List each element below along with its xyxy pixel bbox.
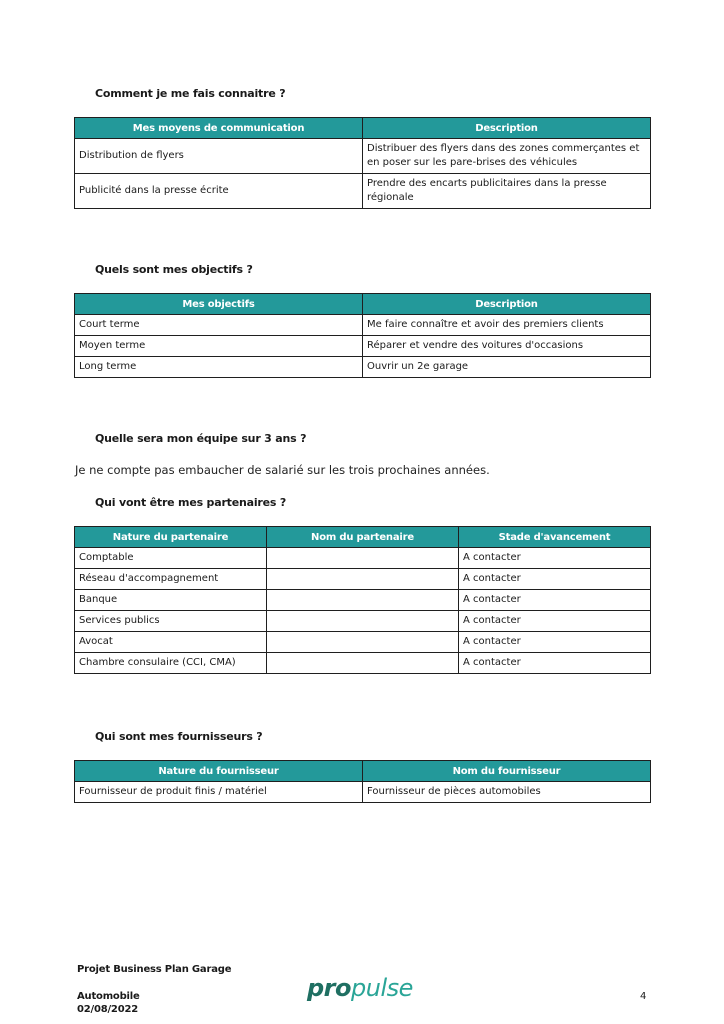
table-cell: Avocat (75, 632, 267, 653)
footer-date: 02/08/2022 (77, 1004, 138, 1015)
table-row (75, 782, 651, 803)
table-cell (267, 590, 459, 611)
column-header: Nom du partenaire (267, 527, 459, 548)
propulse-logo (307, 974, 413, 1002)
table-cell (267, 569, 459, 590)
table-row (75, 315, 651, 336)
footer-project-subtitle: Automobile (77, 991, 140, 1002)
table-cell: Me faire connaître et avoir des premiers clients (363, 315, 651, 336)
partners-table (74, 526, 651, 674)
table-cell (267, 632, 459, 653)
table-cell: Services publics (75, 611, 267, 632)
team-paragraph: Je ne compte pas embaucher de salarié sur les trois prochaines années. (75, 463, 490, 477)
table-cell: Court terme (75, 315, 363, 336)
table-cell: Réparer et vendre des voitures d'occasions (363, 336, 651, 357)
table-cell: A contacter (459, 590, 651, 611)
table-header-row (75, 527, 651, 548)
column-header: Mes objectifs (75, 294, 363, 315)
table-cell (267, 548, 459, 569)
footer-project-title: Projet Business Plan Garage (77, 964, 232, 975)
column-header: Description (363, 118, 651, 139)
table-cell: Moyen terme (75, 336, 363, 357)
column-header: Nature du fournisseur (75, 761, 363, 782)
page-number: 4 (640, 991, 647, 1002)
table-row (75, 548, 651, 569)
table-cell: Chambre consulaire (CCI, CMA) (75, 653, 267, 674)
table-cell: A contacter (459, 653, 651, 674)
table-cell: Comptable (75, 548, 267, 569)
section-title-partners: Qui vont être mes partenaires ? (95, 496, 287, 509)
column-header: Description (363, 294, 651, 315)
table-cell: A contacter (459, 632, 651, 653)
table-cell: Fournisseur de produit finis / matériel (75, 782, 363, 803)
logo-part-pulse: pulse (351, 974, 413, 1002)
table-header-row (75, 118, 651, 139)
table-cell: A contacter (459, 548, 651, 569)
section-title-objectives: Quels sont mes objectifs ? (95, 263, 253, 276)
section-title-team: Quelle sera mon équipe sur 3 ans ? (95, 432, 307, 445)
table-row (75, 174, 651, 209)
table-cell: Fournisseur de pièces automobiles (363, 782, 651, 803)
suppliers-table (74, 760, 651, 803)
communication-table (74, 117, 651, 209)
section-title-suppliers: Qui sont mes fournisseurs ? (95, 730, 263, 743)
objectives-table (74, 293, 651, 378)
column-header: Nature du partenaire (75, 527, 267, 548)
table-cell: Banque (75, 590, 267, 611)
column-header: Nom du fournisseur (363, 761, 651, 782)
table-cell (267, 611, 459, 632)
column-header: Mes moyens de communication (75, 118, 363, 139)
table-row (75, 569, 651, 590)
table-row (75, 653, 651, 674)
table-cell: A contacter (459, 569, 651, 590)
table-header-row (75, 294, 651, 315)
table-row (75, 611, 651, 632)
table-cell: Long terme (75, 357, 363, 378)
logo-part-pro: pro (307, 974, 352, 1002)
table-cell: Ouvrir un 2e garage (363, 357, 651, 378)
table-row (75, 357, 651, 378)
table-row (75, 590, 651, 611)
section-title-communication: Comment je me fais connaitre ? (95, 87, 286, 100)
table-row (75, 632, 651, 653)
table-header-row (75, 761, 651, 782)
table-cell: Distribuer des flyers dans des zones commerçantes et en poser sur les pare-brises des véhicules (363, 139, 651, 174)
column-header: Stade d'avancement (459, 527, 651, 548)
table-cell: Réseau d'accompagnement (75, 569, 267, 590)
table-cell: Publicité dans la presse écrite (75, 174, 363, 209)
table-row (75, 139, 651, 174)
table-cell (267, 653, 459, 674)
table-cell: A contacter (459, 611, 651, 632)
table-cell: Distribution de flyers (75, 139, 363, 174)
table-row (75, 336, 651, 357)
table-cell: Prendre des encarts publicitaires dans la presse régionale (363, 174, 651, 209)
